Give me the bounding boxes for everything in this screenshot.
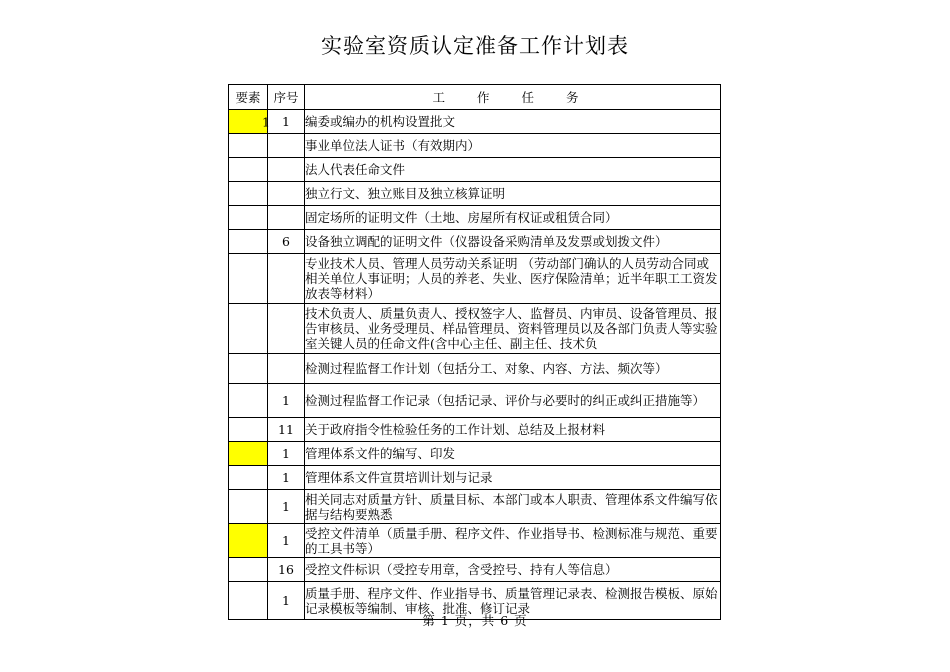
task-cell[interactable]: 独立行文、独立账目及独立核算证明: [305, 182, 721, 206]
table-row: [229, 110, 721, 134]
element-cell[interactable]: [229, 134, 268, 158]
task-cell[interactable]: 检测过程监督工作记录（包括记录、评价与必要时的纠正或纠正措施等）: [305, 384, 721, 418]
task-cell[interactable]: 受控文件清单（质量手册、程序文件、作业指导书、检测标准与规范、重要的工具书等）: [305, 524, 721, 558]
task-cell[interactable]: 事业单位法人证书（有效期内）: [305, 134, 721, 158]
page-footer: 第 1 页，共 6 页: [422, 613, 528, 628]
number-cell[interactable]: 16: [268, 558, 305, 582]
task-cell[interactable]: 检测过程监督工作计划（包括分工、对象、内容、方法、频次等）: [305, 354, 721, 384]
element-cell[interactable]: [229, 206, 268, 230]
element-cell[interactable]: [229, 490, 268, 524]
table-row: [229, 490, 721, 524]
header-task: 工 作 任 务: [305, 85, 721, 110]
element-cell[interactable]: [229, 354, 268, 384]
table-row: [229, 354, 721, 384]
table-row: [229, 558, 721, 582]
number-cell[interactable]: 1: [268, 582, 305, 620]
table-row: [229, 254, 721, 304]
number-cell[interactable]: 11: [268, 418, 305, 442]
number-cell[interactable]: 1: [268, 466, 305, 490]
page-title: 实验室资质认定准备工作计划表: [321, 34, 629, 58]
task-cell[interactable]: 编委或编办的机构设置批文: [305, 110, 721, 134]
task-cell[interactable]: 设备独立调配的证明文件（仪器设备采购清单及发票或划拨文件）: [305, 230, 721, 254]
number-cell[interactable]: [268, 158, 305, 182]
table-row: [229, 466, 721, 490]
number-cell[interactable]: [268, 134, 305, 158]
element-cell[interactable]: [229, 158, 268, 182]
table-row: [229, 134, 721, 158]
task-table: [228, 84, 721, 620]
table-row: [229, 206, 721, 230]
number-cell[interactable]: 1: [268, 442, 305, 466]
table-row: [229, 158, 721, 182]
table-row: [229, 304, 721, 354]
task-cell[interactable]: 相关同志对质量方针、质量目标、本部门或本人职责、管理体系文件编写依据与结构要熟悉: [305, 490, 721, 524]
element-cell[interactable]: [229, 230, 268, 254]
element-cell[interactable]: [229, 304, 268, 354]
element-cell[interactable]: [229, 442, 268, 466]
table-row: [229, 182, 721, 206]
number-cell[interactable]: [268, 254, 305, 304]
table-header-row: [229, 85, 721, 110]
table-row: [229, 442, 721, 466]
task-cell[interactable]: 质量手册、程序文件、作业指导书、质量管理记录表、检测报告模板、原始记录模板等编制、审核、批准、修订记录: [305, 582, 721, 620]
table-row: [229, 524, 721, 558]
number-cell[interactable]: [268, 304, 305, 354]
element-cell[interactable]: [229, 466, 268, 490]
number-cell[interactable]: [268, 206, 305, 230]
number-cell[interactable]: [268, 182, 305, 206]
task-cell[interactable]: 管理体系文件的编写、印发: [305, 442, 721, 466]
task-cell[interactable]: 固定场所的证明文件（土地、房屋所有权证或租赁合同）: [305, 206, 721, 230]
element-cell[interactable]: [229, 182, 268, 206]
task-cell[interactable]: 管理体系文件宣贯培训计划与记录: [305, 466, 721, 490]
task-cell[interactable]: 技术负责人、质量负责人、授权签字人、监督员、内审员、设备管理员、报告审核员、业务受理员、样品管理员、资料管理员以及各部门负责人等实验室关键人员的任命文件(含中心主任、副主任、技术负: [305, 304, 721, 354]
task-cell[interactable]: 关于政府指令性检验任务的工作计划、总结及上报材料: [305, 418, 721, 442]
table-row: [229, 384, 721, 418]
element-cell[interactable]: [229, 384, 268, 418]
element-cell[interactable]: 1: [229, 110, 268, 134]
number-cell[interactable]: [268, 354, 305, 384]
task-cell[interactable]: 专业技术人员、管理人员劳动关系证明 （劳动部门确认的人员劳动合同或相关单位人事证明；人员的养老、失业、医疗保险清单；近半年职工工资发放表等材料）: [305, 254, 721, 304]
element-cell[interactable]: [229, 558, 268, 582]
number-cell[interactable]: 1: [268, 384, 305, 418]
table-row: [229, 230, 721, 254]
element-cell[interactable]: [229, 524, 268, 558]
header-number: 序号: [268, 85, 305, 110]
table-row: [229, 418, 721, 442]
number-cell[interactable]: 1: [268, 110, 305, 134]
element-cell[interactable]: [229, 254, 268, 304]
element-cell[interactable]: [229, 418, 268, 442]
number-cell[interactable]: 6: [268, 230, 305, 254]
task-cell[interactable]: 受控文件标识（受控专用章，含受控号、持有人等信息）: [305, 558, 721, 582]
number-cell[interactable]: 1: [268, 490, 305, 524]
number-cell[interactable]: 1: [268, 524, 305, 558]
header-element: 要素: [229, 85, 268, 110]
task-cell[interactable]: 法人代表任命文件: [305, 158, 721, 182]
